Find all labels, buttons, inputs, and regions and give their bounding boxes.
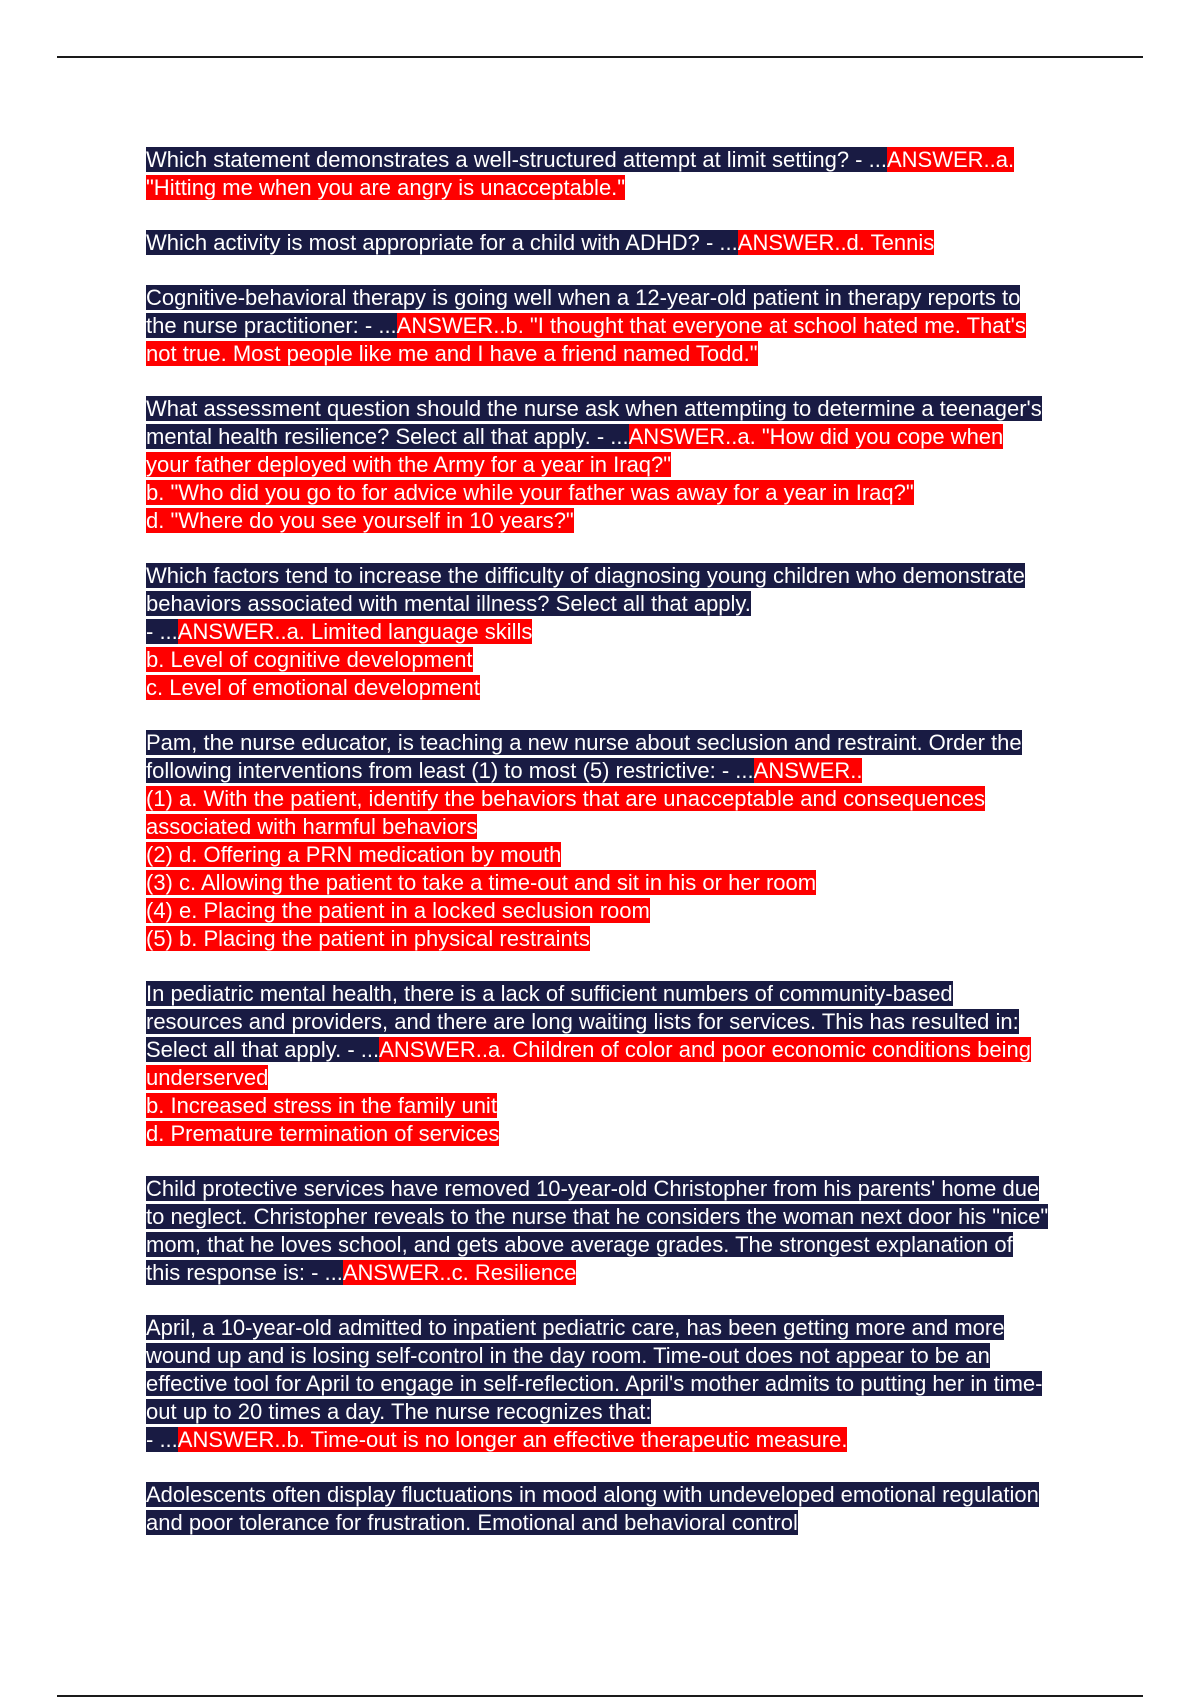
qa-item (146, 1481, 1052, 1537)
question-text: Which statement demonstrates a well-structured attempt at limit setting? - ... (146, 147, 887, 172)
header-rule (57, 56, 1143, 58)
answer-text: ANSWER..c. Resilience (342, 1260, 577, 1285)
question-text: April, a 10-year-old admitted to inpatient pediatric care, has been getting more and more wound up and is losing self-control in the day room. Time-out does not appear to be an effective tool for April to engage in self-reflection. April's mother admits to putting her in time-out up to 20 times a day. The nurse recognizes that: - ... (146, 1315, 1043, 1452)
question-text: Which activity is most appropriate for a child with ADHD? - ... (146, 230, 738, 255)
answer-text: ANSWER..a. Limited language skills b. Level of cognitive development c. Level of emotional development (146, 619, 533, 700)
question-text: Pam, the nurse educator, is teaching a new nurse about seclusion and restraint. Order the following interventions from least (1) to most (5) restrictive: - ... (146, 730, 1022, 783)
qa-item (146, 1314, 1052, 1454)
question-text: Child protective services have removed 10-year-old Christopher from his parents' home due to neglect. Christopher reveals to the nurse that he considers the woman next door his "nice" mom, that he loves school, and gets above average grades. The strongest explanation of this response is: - ... (146, 1176, 1049, 1285)
question-text: What assessment question should the nurse ask when attempting to determine a teenager's mental health resilience? Select all that apply. - ... (146, 396, 1042, 449)
answer-text: ANSWER..a. Children of color and poor economic conditions being underserved b. Increased stress in the family unit d. Premature termination of services (146, 1037, 1031, 1146)
qa-item (146, 729, 1052, 953)
answer-text: ANSWER..a. "Hitting me when you are angry is unacceptable." (146, 147, 1015, 200)
answer-text: ANSWER.. (1) a. With the patient, identify the behaviors that are unacceptable and consequences associated with harmful behaviors (2) d. Offering a PRN medication by mouth (3) c. Allowing the patient to take a time-out and sit in his or her room (4) e. Placing the patient in a locked seclusion room (5) b. Placing the patient in physical restraints (146, 758, 985, 951)
answer-text: ANSWER..b. "I thought that everyone at school hated me. That's not true. Most people like me and I have a friend named Todd." (146, 313, 1026, 366)
question-text: Which factors tend to increase the difficulty of diagnosing young children who demonstrate behaviors associated with mental illness? Select all that apply. - ... (146, 563, 1025, 644)
qa-item (146, 1175, 1052, 1287)
qa-item (146, 562, 1052, 702)
answer-text: ANSWER..d. Tennis (737, 230, 935, 255)
answer-text: ANSWER..b. Time-out is no longer an effective therapeutic measure. (177, 1427, 848, 1452)
study-guide-content (146, 146, 1052, 1564)
question-text: Adolescents often display fluctuations in mood along with undeveloped emotional regulation and poor tolerance for frustration. Emotional and behavioral control (146, 1482, 1039, 1535)
question-text: Cognitive-behavioral therapy is going well when a 12-year-old patient in therapy reports to the nurse practitioner: - ... (146, 285, 1021, 338)
footer-rule (57, 1695, 1143, 1697)
qa-item (146, 395, 1052, 535)
qa-item (146, 980, 1052, 1148)
question-text: In pediatric mental health, there is a lack of sufficient numbers of community-based resources and providers, and there are long waiting lists for services. This has resulted in: Select all that apply. - ... (146, 981, 1019, 1062)
answer-text: ANSWER..a. "How did you cope when your father deployed with the Army for a year in Iraq?" b. "Who did you go to for advice while your father was away for a year in Iraq?" d. "Where do you see yourself in 10 years?" (146, 424, 1004, 533)
qa-item (146, 146, 1052, 202)
qa-item (146, 229, 1052, 257)
qa-item (146, 284, 1052, 368)
